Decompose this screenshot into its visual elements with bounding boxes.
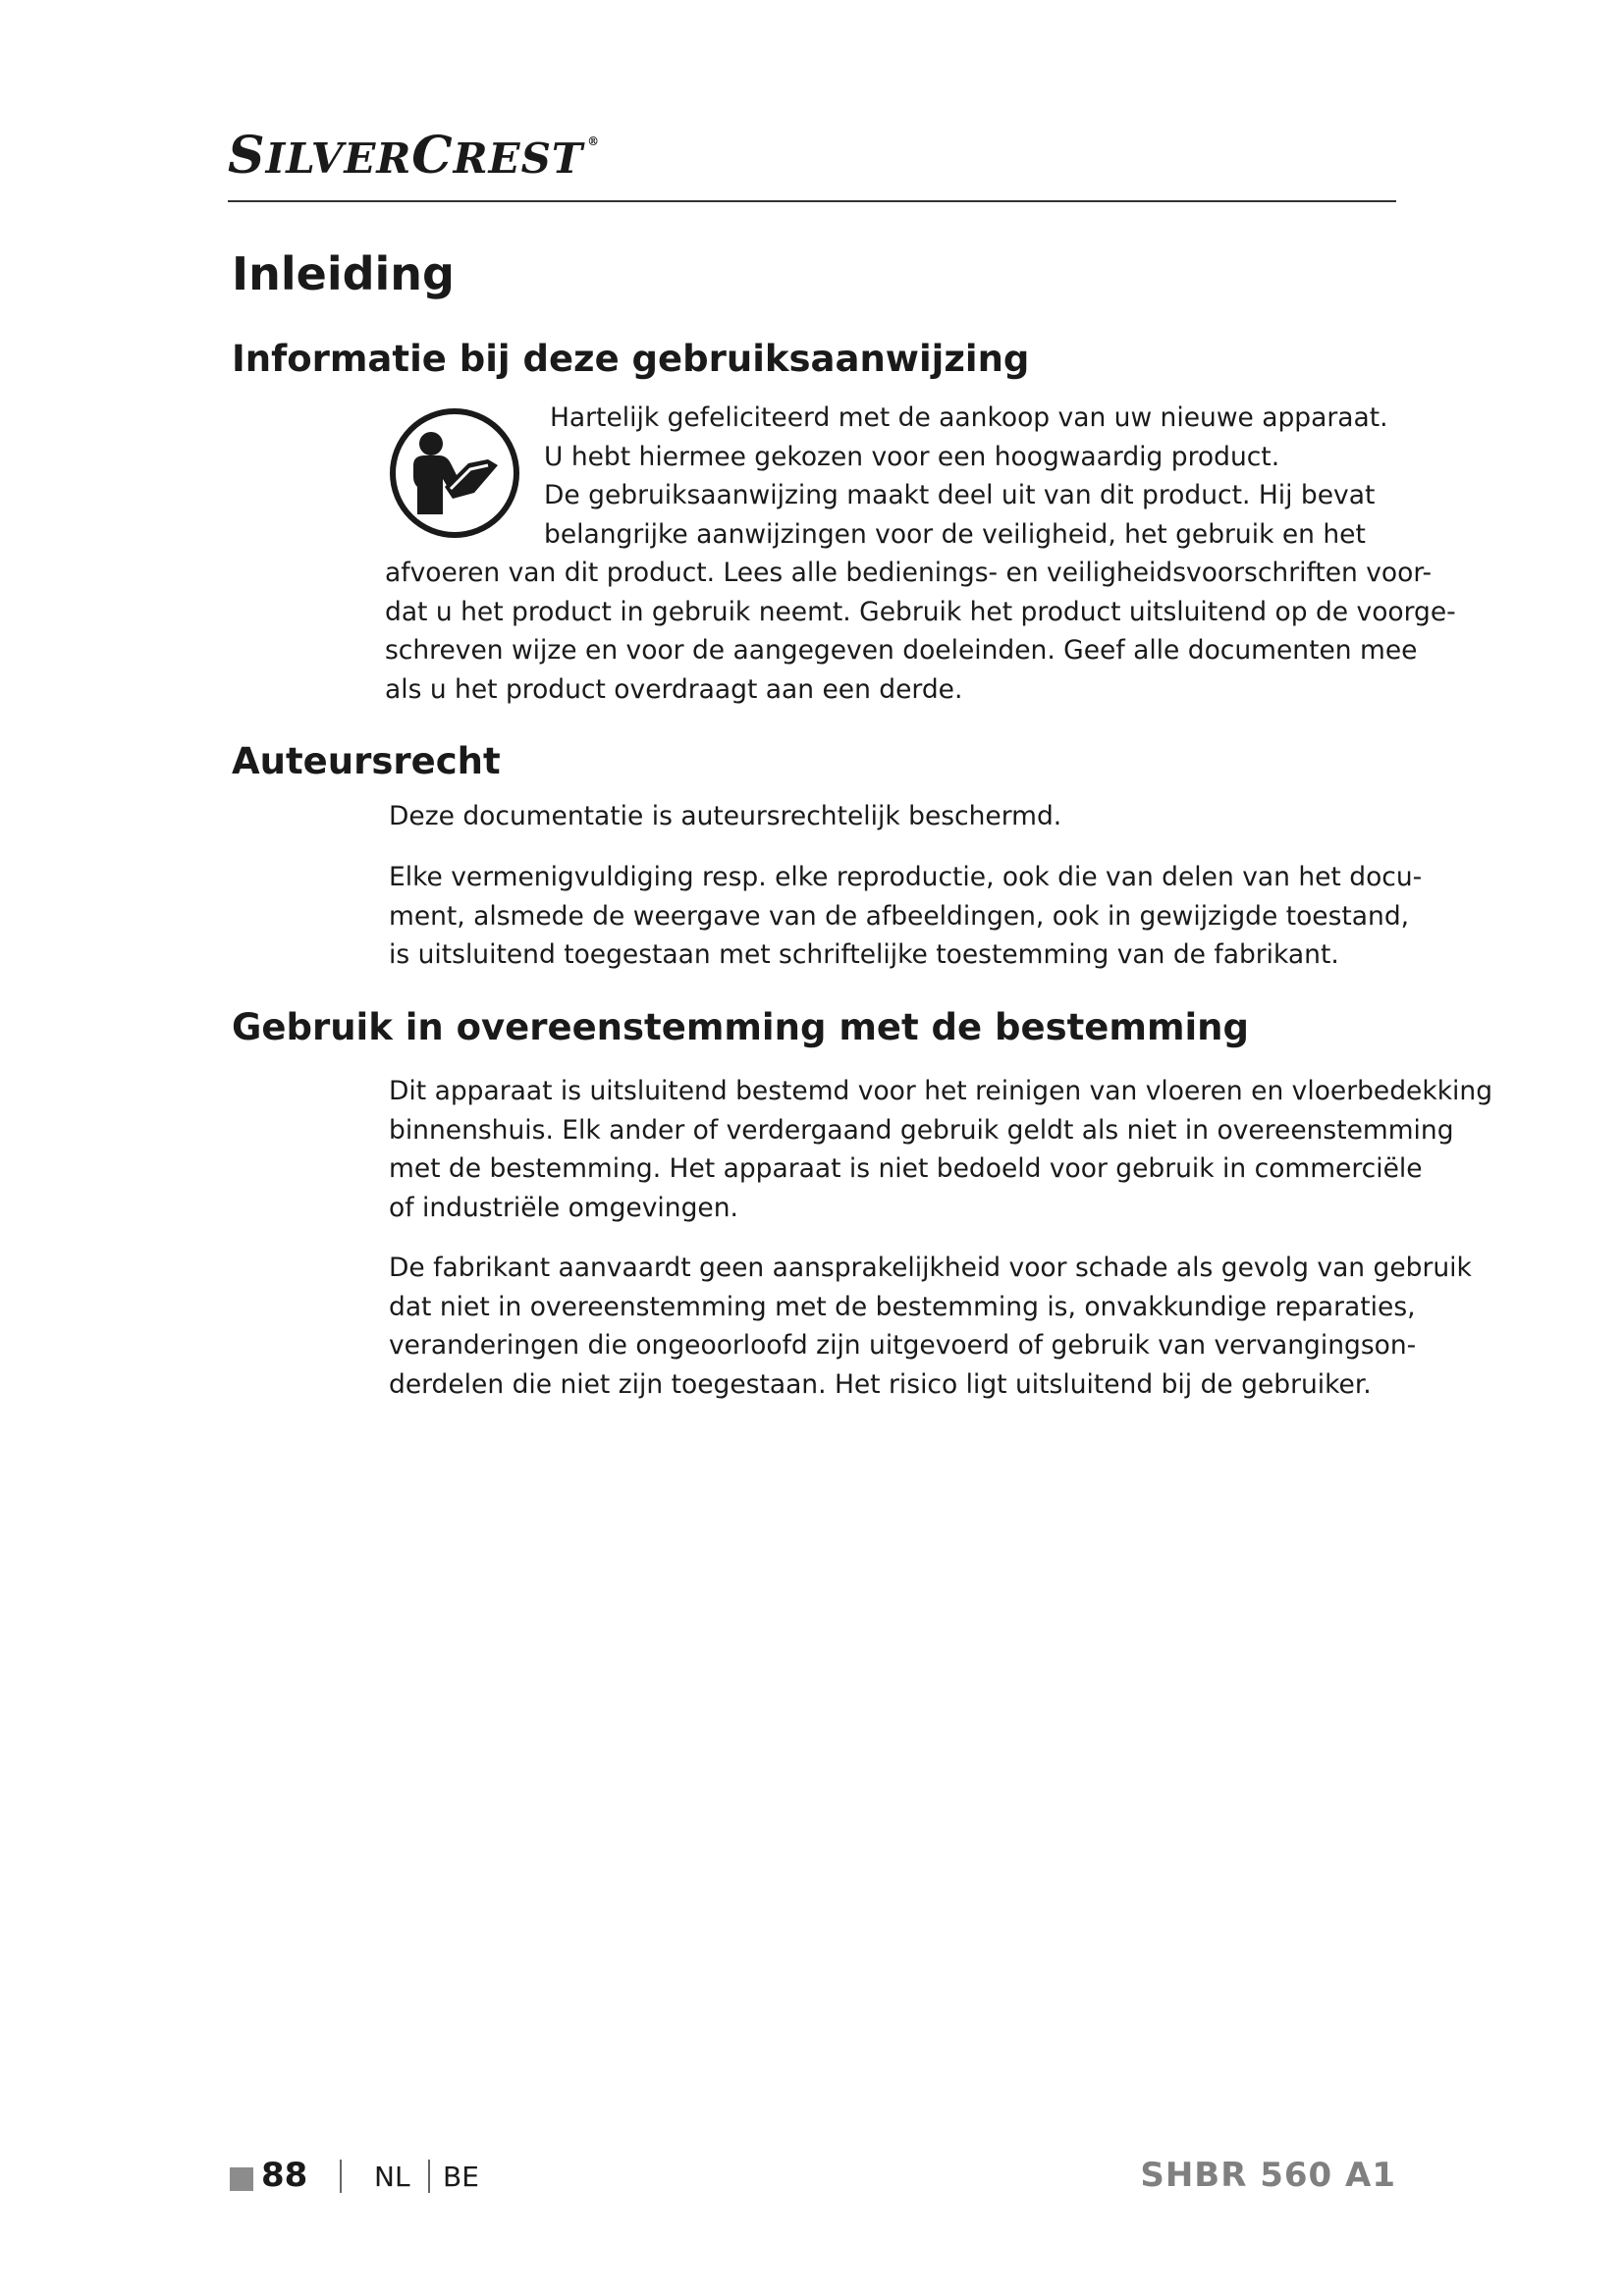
brand-logo: [228, 126, 600, 186]
model-number: SHBR 560 A1: [1140, 2156, 1396, 2195]
text-line: dat u het product in gebruik neemt. Gebruik het product uitsluitend op de voorge-: [385, 596, 1456, 627]
text-line: Elke vermenigvuldiging resp. elke reproductie, ook die van delen van het docu-: [389, 862, 1423, 892]
text-line: dat niet in overeenstemming met de bestemming is, onvakkundige reparaties,: [389, 1291, 1416, 1322]
text-line: U hebt hiermee gekozen voor een hoogwaardig product.: [544, 441, 1280, 472]
logo-letters-rest: REST: [453, 134, 584, 183]
page-title: Inleiding: [232, 247, 455, 300]
logo-letter-c: C: [411, 126, 454, 186]
page-number: 88: [261, 2156, 308, 2195]
footer-separator: [428, 2160, 430, 2193]
text-line: Deze documentatie is auteursrechtelijk beschermd.: [389, 801, 1062, 831]
registered-mark: ®: [587, 134, 601, 148]
auteursrecht-paragraph-2: [389, 858, 1422, 975]
section-heading-auteursrecht: Auteursrecht: [232, 740, 501, 782]
text-line: schreven wijze en voor de aangegeven doeleinden. Geef alle documenten mee: [385, 635, 1418, 666]
text-line: belangrijke aanwijzingen voor de veiligheid, het gebruik en het: [544, 518, 1366, 550]
logo-letter-s: S: [228, 126, 266, 186]
text-line: derdelen die niet zijn toegestaan. Het risico ligt uitsluitend bij de gebruiker.: [389, 1368, 1372, 1400]
text-line: ment, alsmede de weergave van de afbeeldingen, ook in gewijzigde toestand,: [389, 900, 1410, 932]
gebruik-paragraph-1: [389, 1072, 1492, 1227]
language-code-nl: NL: [374, 2161, 410, 2193]
text-line: De fabrikant aanvaardt geen aansprakelijkheid voor schade als gevolg van gebruik: [389, 1253, 1472, 1283]
logo-letters-ilver: ILVER: [265, 134, 412, 183]
footer-separator: [340, 2160, 342, 2193]
text-line: veranderingen die ongeoorloofd zijn uitgevoerd of gebruik van vervangingson-: [389, 1330, 1417, 1361]
text-line: Hartelijk gefeliciteerd met de aankoop van uw nieuwe apparaat.: [550, 402, 1388, 433]
auteursrecht-paragraph-1: [389, 797, 1061, 836]
text-line: binnenshuis. Elk ander of verdergaand gebruik geldt als niet in overeenstemming: [389, 1114, 1454, 1146]
gebruik-paragraph-2: [389, 1249, 1472, 1404]
text-line: of industriële omgevingen.: [389, 1192, 738, 1223]
text-line: De gebruiksaanwijzing maakt deel uit van dit product. Hij bevat: [544, 480, 1376, 510]
text-line: Dit apparaat is uitsluitend bestemd voor het reinigen van vloeren en vloerbedekking: [389, 1076, 1493, 1106]
text-line: afvoeren van dit product. Lees alle bedienings- en veiligheidsvoorschriften voor-: [385, 558, 1433, 588]
footer-marker: [230, 2167, 253, 2191]
text-line: als u het product overdraagt aan een derde.: [385, 673, 963, 705]
text-line: met de bestemming. Het apparaat is niet bedoeld voor gebruik in commerciële: [389, 1153, 1423, 1184]
section-heading-informatie: Informatie bij deze gebruiksaanwijzing: [232, 338, 1030, 380]
language-code-be: BE: [443, 2161, 479, 2193]
section-heading-gebruik: Gebruik in overeenstemming met de bestemming: [232, 1006, 1249, 1048]
header-divider: [228, 200, 1396, 202]
text-line: is uitsluitend toegestaan met schriftelijke toestemming van de fabrikant.: [389, 939, 1339, 970]
informatie-paragraph: [385, 399, 1456, 709]
